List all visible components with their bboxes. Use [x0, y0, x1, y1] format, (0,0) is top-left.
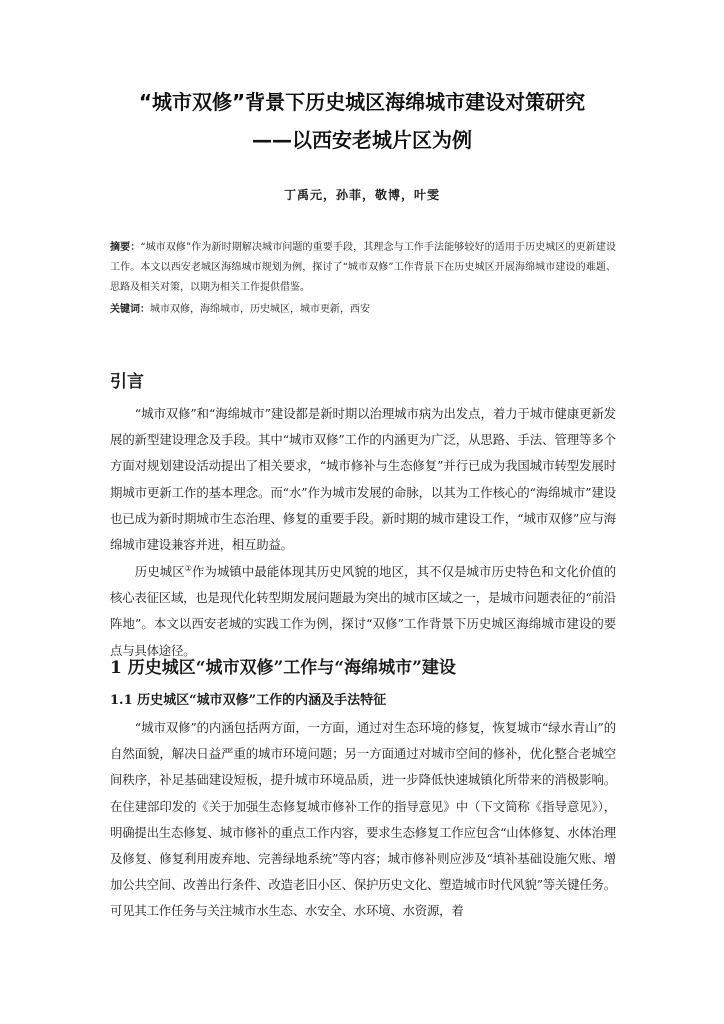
abstract: [110, 238, 616, 298]
section-1-1-heading: 1.1 历史城区“城市双修”工作的内涵及手法特征: [110, 693, 387, 708]
paper-subtitle: ——以西安老城片区为例: [252, 128, 472, 152]
keywords-label: 关键词：: [110, 304, 150, 315]
intro-paragraph-2: [110, 559, 616, 664]
abstract-text: “城市双修”作为新时期解决城市问题的重要手段，其理念与工作手法能够较好的适用于历史城区的更新建设工作。本文以西安老城区海绵城市规划为例，探讨了“城市双修”工作背景下在历史城区开展海绵城市建设的难题、思路及相关对策，以期为相关工作提供借鉴。: [110, 242, 617, 293]
intro-paragraph-2-rest: 作为城镇中最能体现其历史风貌的地区，其不仅是城市历史特色和文化价值的核心表征区域，也是现代化转型期发展问题最为突出的城市区域之一，是城市问题表征的“前沿阵地”。本文以西安老城的实践工作为例，探讨“双修”工作背景下历史城区海绵城市建设的要点与具体途径。: [110, 564, 616, 658]
paper-title: “城市双修”背景下历史城区海绵城市建设对策研究: [138, 90, 586, 114]
intro-paragraph-1: “城市双修”和“海绵城市”建设都是新时期以治理城市病为出发点，着力于城市健康更新发展的新型建设理念及手段。其中“城市双修”工作的内涵更为广泛，从思路、手法、管理等多个方面对规划建设活动提出了相关要求，“城市修补与生态修复”并行已成为我国城市转型发展时期城市更新工作的基本理念。而“水”作为城市发展的命脉，以其为工作核心的“海绵城市”建设也已成为新时期城市生态治理、修复的重要手段。新时期的城市建设工作，“城市双修”应与海绵城市建设兼容并进，相互助益。: [110, 406, 616, 553]
keywords-text: 城市双修，海绵城市，历史城区，城市更新，西安: [150, 304, 370, 315]
section-1-heading: 1 历史城区“城市双修”工作与“海绵城市”建设: [110, 658, 456, 678]
section-1-1-paragraph: “城市双修”的内涵包括两方面，一方面，通过对生态环境的修复，恢复城市“绿水青山”的自然面貌，解决日益严重的城市环境问题；另一方面通过对城市空间的修补，优化整合老城空间秩序，补足基础建设短板，提升城市环境品质，进一步降低快速城镇化所带来的消极影响。在住建部印发的《关于加强生态修复城市修补工作的指导意见》中（下文简称《指导意见》），明确提出生态修复、城市修补的重点工作内容，要求生态修复工作应包含“山体修复、水体治理及修复、修复利用废弃地、完善绿地系统”等内容；城市修补则应涉及“填补基础设施欠账、增加公共空间、改善出行条件、改造老旧小区、保护历史文化、塑造城市时代风貌”等关键任务。可见其工作任务与关注城市水生态、水安全、水环境、水资源，着: [110, 720, 616, 919]
intro-paragraph-2-start: 历史城区: [134, 564, 185, 579]
footnote-marker[interactable]: ①: [184, 563, 192, 573]
author-list: 丁禹元，孙菲，敬博，叶雯: [283, 188, 440, 202]
abstract-label: 摘要：: [110, 242, 141, 253]
keywords: [110, 302, 616, 318]
intro-heading: 引言: [110, 372, 144, 392]
